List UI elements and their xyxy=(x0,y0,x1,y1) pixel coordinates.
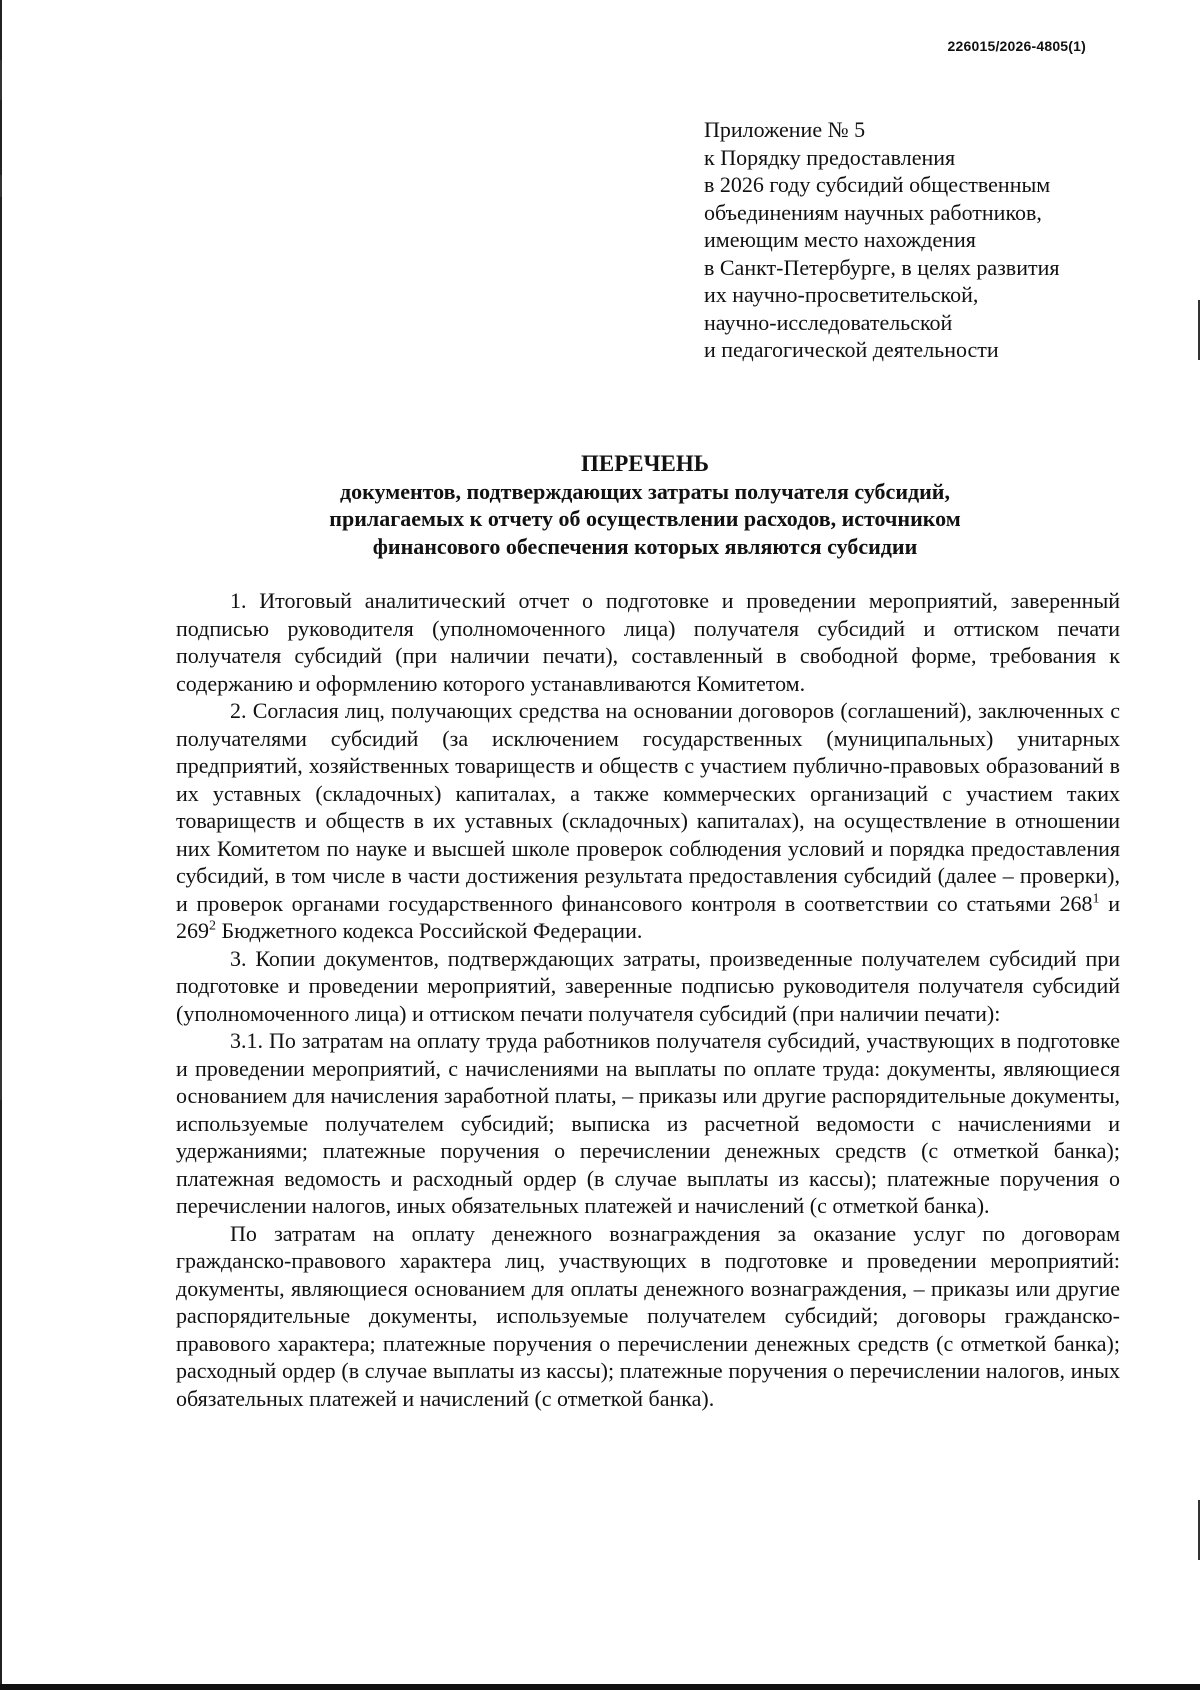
scan-edge-bottom xyxy=(0,1684,1200,1690)
document-body xyxy=(176,587,1120,1412)
appendix-line: имеющим место нахождения xyxy=(704,227,976,252)
title-line: прилагаемых к отчету об осуществлении расходов, источником xyxy=(329,506,961,531)
paragraph-2 xyxy=(176,697,1120,945)
paragraph-2-text: 2. Согласия лиц, получающих средства на основании договоров (соглашений), заключенных с получателями субсидий (за исключением государственных (муниципальных) унитарных предприятий, хозяйственных товариществ и обществ с участием публично-правовых образований в их уставных (складочных) капиталах, а также коммерческих организаций с участием таких товариществ и обществ в их уставных (складочных) капиталах), на осуществление в отношении них Комитетом по науке и высшей школе проверок соблюдения условий и порядка предоставления субсидий, в том числе в части достижения результата предоставления субсидий (далее – проверки), и проверок органами государственного финансового контроля в соответствии со статьями 268 xyxy=(176,698,1120,916)
title-line: документов, подтверждающих затраты получателя субсидий, xyxy=(340,478,950,504)
document-title xyxy=(170,450,1120,560)
appendix-line: Приложение № 5 xyxy=(704,117,866,142)
scan-artifact xyxy=(0,1040,2,1100)
paragraph-3-1: 3.1. По затратам на оплату труда работников получателя субсидий, участвующих в подготовке и проведении мероприятий, с начислениями на выплаты по оплате труда: документы, являющиеся основанием для начисления заработной платы, – приказы или другие распорядительные документы, используемые получателем субсидий; выписка из расчетной ведомости с начислениями и удержаниями; платежные поручения о перечислении денежных средств (с отметкой банка); платежная ведомость и расходный ордер (в случае выплаты из кассы); платежные поручения о перечислении налогов, иных обязательных платежей и начислений (с отметкой банка). xyxy=(176,1028,1120,1218)
title-line: финансового обеспечения которых являются субсидии xyxy=(372,533,918,559)
paragraph-2-text: и 269 xyxy=(176,890,1120,943)
appendix-line: научно-исследовательской xyxy=(704,309,953,335)
scan-edge-left xyxy=(0,0,2,1690)
appendix-line: к Порядку предоставления xyxy=(704,144,956,170)
appendix-header xyxy=(704,116,1144,364)
document-number: 226015/2026-4805(1) xyxy=(947,38,1086,54)
appendix-line: их научно-просветительской, xyxy=(704,282,979,307)
paragraph-2-text: Бюджетного кодекса Российской Федерации. xyxy=(216,918,643,943)
paragraph-3-1-continued: По затратам на оплату денежного вознаграждения за оказание услуг по договорам гражданско-правового характера лиц, участвующих в подготовке и проведении мероприятий: документы, являющиеся основанием для оплаты денежного вознаграждения, – приказы или другие распорядительные документы, используемые получателем субсидий; договоры гражданско-правового характера; платежные поручения о перечислении денежных средств (с отметкой банка); расходный ордер (в случае выплаты из кассы); платежные поручения о перечислении налогов, иных обязательных платежей и начислений (с отметкой банка). xyxy=(176,1220,1120,1411)
title-heading: ПЕРЕЧЕНЬ xyxy=(581,451,709,476)
appendix-line: в Санкт-Петербурге, в целях развития xyxy=(704,254,1060,280)
paragraph-3: 3. Копии документов, подтверждающих затраты, произведенные получателем субсидий при подготовке и проведении мероприятий, заверенные подписью руководителя получателя субсидий (уполномоченного лица) и оттиском печати получателя субсидий (при наличии печати): xyxy=(176,945,1120,1026)
paragraph-1: 1. Итоговый аналитический отчет о подготовке и проведении мероприятий, заверенный подписью руководителя (уполномоченного лица) получателя субсидий и оттиском печати получателя субсидий (при наличии печати), составленный в свободной форме, требования к содержанию и оформлению которого устанавливаются Комитетом. xyxy=(176,588,1120,696)
appendix-line: и педагогической деятельности xyxy=(704,337,999,362)
superscript: 1 xyxy=(1092,891,1100,907)
appendix-line: объединениям научных работников, xyxy=(704,199,1042,225)
scan-artifact xyxy=(0,175,2,197)
scan-artifact xyxy=(0,60,2,100)
appendix-line: в 2026 году субсидий общественным xyxy=(704,172,1051,197)
superscript: 2 xyxy=(209,918,216,934)
